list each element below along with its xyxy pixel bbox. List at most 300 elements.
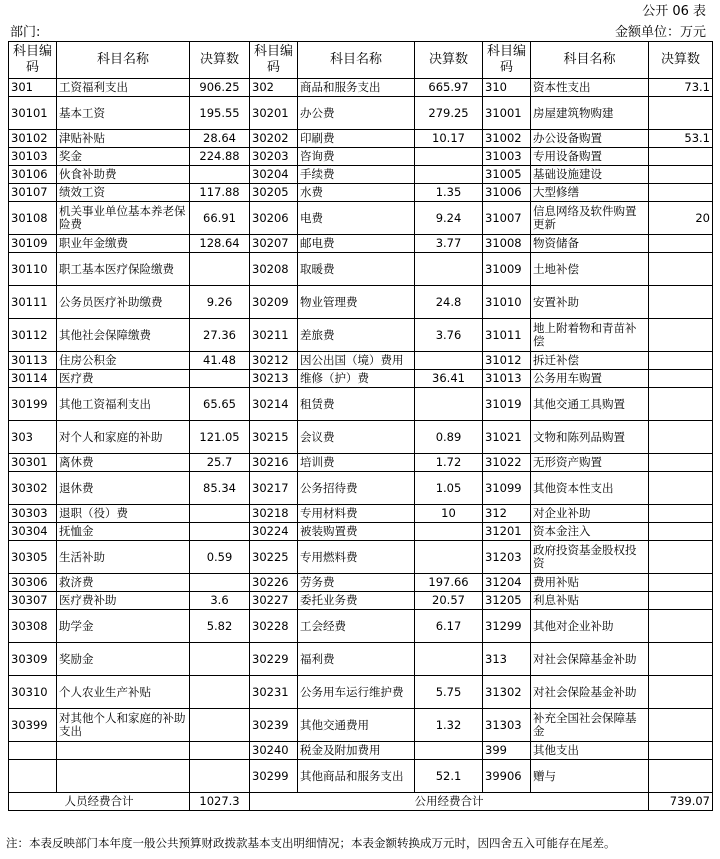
- final-amount: [415, 148, 483, 166]
- subject-name: 抚恤金: [57, 523, 190, 541]
- subject-name: 邮电费: [298, 235, 415, 253]
- final-amount: 53.1: [649, 130, 713, 148]
- subject-name: 因公出国（境）费用: [298, 352, 415, 370]
- table-row: [9, 523, 713, 541]
- final-amount: 65.65: [190, 388, 250, 421]
- subject-name: 对社会保障基金补助: [531, 643, 649, 676]
- subject-code: 30240: [250, 742, 298, 760]
- subject-name: 职业年金缴费: [57, 235, 190, 253]
- final-amount: 10: [415, 505, 483, 523]
- subject-name: 商品和服务支出: [298, 79, 415, 97]
- subject-name: 公务用车购置: [531, 370, 649, 388]
- final-amount: 1.72: [415, 454, 483, 472]
- final-amount: [649, 148, 713, 166]
- subject-name: 工会经费: [298, 610, 415, 643]
- subject-name: 机关事业单位基本养老保险费: [57, 202, 190, 235]
- subject-code: 31012: [483, 352, 531, 370]
- subject-name: 被装购置费: [298, 523, 415, 541]
- subject-name: 其他工资福利支出: [57, 388, 190, 421]
- subject-name: 地上附着物和青苗补偿: [531, 319, 649, 352]
- subject-name: 对其他个人和家庭的补助支出: [57, 709, 190, 742]
- subject-code: 30109: [9, 235, 57, 253]
- final-amount: [649, 421, 713, 454]
- subject-code: 30206: [250, 202, 298, 235]
- final-amount: [190, 370, 250, 388]
- subject-name: 住房公积金: [57, 352, 190, 370]
- subject-code: 30302: [9, 472, 57, 505]
- final-amount: [190, 676, 250, 709]
- subject-code: 30207: [250, 235, 298, 253]
- subject-name: 维修（护）费: [298, 370, 415, 388]
- subject-code: 39906: [483, 760, 531, 793]
- final-amount: [190, 505, 250, 523]
- final-amount: [649, 319, 713, 352]
- final-amount: 906.25: [190, 79, 250, 97]
- subject-code: 30225: [250, 541, 298, 574]
- final-amount: [649, 253, 713, 286]
- final-amount: 5.75: [415, 676, 483, 709]
- final-amount: 20: [649, 202, 713, 235]
- column-header-name: 科目名称: [57, 42, 190, 79]
- subject-name: 退职（役）费: [57, 505, 190, 523]
- subject-code: 30211: [250, 319, 298, 352]
- subject-name: 公务招待费: [298, 472, 415, 505]
- subject-code: 30227: [250, 592, 298, 610]
- final-amount: [190, 574, 250, 592]
- subject-name: 公务员医疗补助缴费: [57, 286, 190, 319]
- subject-code: 30102: [9, 130, 57, 148]
- final-amount: [190, 643, 250, 676]
- table-row: [9, 505, 713, 523]
- subject-name: 退休费: [57, 472, 190, 505]
- column-header-name: 科目名称: [531, 42, 649, 79]
- final-amount: 121.05: [190, 421, 250, 454]
- subject-code: 30215: [250, 421, 298, 454]
- final-amount: 6.17: [415, 610, 483, 643]
- personnel-total-value: 1027.3: [190, 793, 250, 811]
- final-amount: [649, 541, 713, 574]
- subject-code: 30114: [9, 370, 57, 388]
- amount-unit-label: 金额单位：万元: [614, 25, 706, 40]
- subject-code: 30112: [9, 319, 57, 352]
- final-amount: 3.6: [190, 592, 250, 610]
- final-amount: [649, 742, 713, 760]
- subject-name: 安置补助: [531, 286, 649, 319]
- subject-name: 公务用车运行维护费: [298, 676, 415, 709]
- final-amount: [649, 472, 713, 505]
- subject-code: 31013: [483, 370, 531, 388]
- subject-name: 培训费: [298, 454, 415, 472]
- final-amount: [415, 253, 483, 286]
- subject-code: 31021: [483, 421, 531, 454]
- table-row: [9, 79, 713, 97]
- subject-code: 30216: [250, 454, 298, 472]
- subject-code: 31299: [483, 610, 531, 643]
- subject-code: 31001: [483, 97, 531, 130]
- subject-name: 利息补贴: [531, 592, 649, 610]
- final-amount: [415, 742, 483, 760]
- final-amount: [649, 370, 713, 388]
- table-row: [9, 319, 713, 352]
- form-number: 公开 06 表: [642, 4, 706, 19]
- final-amount: [190, 523, 250, 541]
- final-amount: [190, 709, 250, 742]
- subject-name: 房屋建筑物购建: [531, 97, 649, 130]
- subject-name: 救济费: [57, 574, 190, 592]
- subject-code: 30308: [9, 610, 57, 643]
- subject-name: 其他对企业补助: [531, 610, 649, 643]
- subject-name: 福利费: [298, 643, 415, 676]
- public-total-label: 公用经费合计: [250, 793, 649, 811]
- final-amount: 0.89: [415, 421, 483, 454]
- final-amount: [649, 676, 713, 709]
- final-amount: 24.8: [415, 286, 483, 319]
- column-header-amount: 决算数: [649, 42, 713, 79]
- subject-name: 会议费: [298, 421, 415, 454]
- subject-name: 电费: [298, 202, 415, 235]
- subject-name: 职工基本医疗保险缴费: [57, 253, 190, 286]
- subject-code: 30205: [250, 184, 298, 202]
- final-amount: 20.57: [415, 592, 483, 610]
- subject-code: 30108: [9, 202, 57, 235]
- subject-code: 31302: [483, 676, 531, 709]
- final-amount: [649, 505, 713, 523]
- subject-name: 奖金: [57, 148, 190, 166]
- subject-code: [9, 742, 57, 760]
- subject-name: 伙食补助费: [57, 166, 190, 184]
- subject-name: [57, 760, 190, 793]
- subject-name: 文物和陈列品购置: [531, 421, 649, 454]
- subject-name: 补充全国社会保障基金: [531, 709, 649, 742]
- subject-code: 30309: [9, 643, 57, 676]
- subject-code: 30229: [250, 643, 298, 676]
- table-row: [9, 421, 713, 454]
- final-amount: 52.1: [415, 760, 483, 793]
- subject-code: 30310: [9, 676, 57, 709]
- table-row: [9, 253, 713, 286]
- final-amount: [649, 610, 713, 643]
- subject-name: 取暖费: [298, 253, 415, 286]
- subject-name: 资本性支出: [531, 79, 649, 97]
- totals-row: [9, 793, 713, 811]
- final-amount: 28.64: [190, 130, 250, 148]
- subject-code: 30231: [250, 676, 298, 709]
- subject-code: 30224: [250, 523, 298, 541]
- subject-name: 赠与: [531, 760, 649, 793]
- table-row: [9, 388, 713, 421]
- final-amount: 9.26: [190, 286, 250, 319]
- final-amount: 73.1: [649, 79, 713, 97]
- subject-name: 水费: [298, 184, 415, 202]
- subject-name: 基础设施建设: [531, 166, 649, 184]
- final-amount: [649, 286, 713, 319]
- subject-code: 313: [483, 643, 531, 676]
- final-amount: 9.24: [415, 202, 483, 235]
- subject-name: 其他社会保障缴费: [57, 319, 190, 352]
- subject-name: 生活补助: [57, 541, 190, 574]
- subject-name: [57, 742, 190, 760]
- subject-code: 31201: [483, 523, 531, 541]
- table-row: [9, 709, 713, 742]
- final-amount: 1.05: [415, 472, 483, 505]
- subject-code: 31099: [483, 472, 531, 505]
- column-header-code: 科目编码: [483, 42, 531, 79]
- subject-code: 30226: [250, 574, 298, 592]
- subject-name: 无形资产购置: [531, 454, 649, 472]
- final-amount: 25.7: [190, 454, 250, 472]
- expenditure-detail-table: [8, 41, 713, 811]
- subject-name: 助学金: [57, 610, 190, 643]
- subject-name: 费用补贴: [531, 574, 649, 592]
- subject-name: 基本工资: [57, 97, 190, 130]
- final-amount: [649, 166, 713, 184]
- final-amount: [415, 523, 483, 541]
- subject-code: 31003: [483, 148, 531, 166]
- subject-name: 政府投资基金股权投资: [531, 541, 649, 574]
- final-amount: [649, 454, 713, 472]
- subject-name: 土地补偿: [531, 253, 649, 286]
- subject-code: 30299: [250, 760, 298, 793]
- final-amount: [415, 541, 483, 574]
- department-label: 部门:: [10, 25, 41, 40]
- final-amount: 3.76: [415, 319, 483, 352]
- final-amount: 279.25: [415, 97, 483, 130]
- subject-name: 税金及附加费用: [298, 742, 415, 760]
- final-amount: 27.36: [190, 319, 250, 352]
- subject-name: 专用设备购置: [531, 148, 649, 166]
- subject-code: 30304: [9, 523, 57, 541]
- subject-name: 拆迁补偿: [531, 352, 649, 370]
- table-row: [9, 97, 713, 130]
- subject-name: 医疗费: [57, 370, 190, 388]
- subject-name: 其他交通费用: [298, 709, 415, 742]
- subject-code: 31006: [483, 184, 531, 202]
- subject-code: 30307: [9, 592, 57, 610]
- subject-code: 30218: [250, 505, 298, 523]
- subject-code: 30306: [9, 574, 57, 592]
- subject-code: 30399: [9, 709, 57, 742]
- subject-name: 委托业务费: [298, 592, 415, 610]
- final-amount: [190, 166, 250, 184]
- table-row: [9, 742, 713, 760]
- subject-code: 31008: [483, 235, 531, 253]
- column-header-name: 科目名称: [298, 42, 415, 79]
- subject-code: [9, 760, 57, 793]
- final-amount: [649, 592, 713, 610]
- subject-code: 30199: [9, 388, 57, 421]
- final-amount: [649, 574, 713, 592]
- final-amount: [190, 253, 250, 286]
- subject-code: 30301: [9, 454, 57, 472]
- table-body: [9, 79, 713, 793]
- subject-code: 30204: [250, 166, 298, 184]
- subject-code: 30228: [250, 610, 298, 643]
- table-header-row: [9, 42, 713, 79]
- final-amount: 197.66: [415, 574, 483, 592]
- column-header-amount: 决算数: [415, 42, 483, 79]
- subject-code: 30239: [250, 709, 298, 742]
- table-row: [9, 202, 713, 235]
- subject-name: 其他资本性支出: [531, 472, 649, 505]
- subject-code: 30101: [9, 97, 57, 130]
- subject-code: 31007: [483, 202, 531, 235]
- table-row: [9, 592, 713, 610]
- subject-code: 30107: [9, 184, 57, 202]
- final-amount: 5.82: [190, 610, 250, 643]
- table-row: [9, 235, 713, 253]
- subject-code: 31204: [483, 574, 531, 592]
- subject-code: 31203: [483, 541, 531, 574]
- column-header-code: 科目编码: [250, 42, 298, 79]
- final-amount: [649, 235, 713, 253]
- final-amount: 117.88: [190, 184, 250, 202]
- subject-code: 301: [9, 79, 57, 97]
- table-row: [9, 574, 713, 592]
- table-row: [9, 184, 713, 202]
- subject-name: 劳务费: [298, 574, 415, 592]
- subject-name: 差旅费: [298, 319, 415, 352]
- subject-name: 其他交通工具购置: [531, 388, 649, 421]
- final-amount: [649, 523, 713, 541]
- subject-code: 302: [250, 79, 298, 97]
- subject-name: 印刷费: [298, 130, 415, 148]
- subject-name: 医疗费补助: [57, 592, 190, 610]
- table-row: [9, 472, 713, 505]
- subject-code: 31019: [483, 388, 531, 421]
- final-amount: [649, 388, 713, 421]
- subject-code: 30305: [9, 541, 57, 574]
- subject-code: 310: [483, 79, 531, 97]
- subject-name: 手续费: [298, 166, 415, 184]
- subject-code: 31022: [483, 454, 531, 472]
- subject-name: 专用材料费: [298, 505, 415, 523]
- subject-code: 31009: [483, 253, 531, 286]
- final-amount: [649, 97, 713, 130]
- table-row: [9, 130, 713, 148]
- subject-code: 30201: [250, 97, 298, 130]
- final-amount: [415, 643, 483, 676]
- final-amount: 0.59: [190, 541, 250, 574]
- final-amount: [649, 184, 713, 202]
- subject-code: 30213: [250, 370, 298, 388]
- final-amount: 66.91: [190, 202, 250, 235]
- final-amount: [649, 760, 713, 793]
- table-note: 注：本表反映部门本年度一般公共预算财政拨款基本支出明细情况；本表金额转换成万元时，因四舍五入可能存在尾差。: [6, 836, 616, 850]
- subject-name: 资本金注入: [531, 523, 649, 541]
- subject-name: 大型修缮: [531, 184, 649, 202]
- subject-name: 租赁费: [298, 388, 415, 421]
- final-amount: 224.88: [190, 148, 250, 166]
- final-amount: 10.17: [415, 130, 483, 148]
- subject-name: 办公设备购置: [531, 130, 649, 148]
- final-amount: 41.48: [190, 352, 250, 370]
- subject-code: 31010: [483, 286, 531, 319]
- final-amount: 85.34: [190, 472, 250, 505]
- table-row: [9, 454, 713, 472]
- final-amount: [415, 388, 483, 421]
- subject-code: 31011: [483, 319, 531, 352]
- subject-code: 31205: [483, 592, 531, 610]
- subject-name: 个人农业生产补贴: [57, 676, 190, 709]
- subject-name: 对个人和家庭的补助: [57, 421, 190, 454]
- subject-name: 办公费: [298, 97, 415, 130]
- table-row: [9, 166, 713, 184]
- subject-code: 31005: [483, 166, 531, 184]
- personnel-total-label: 人员经费合计: [9, 793, 190, 811]
- final-amount: [190, 760, 250, 793]
- table-row: [9, 643, 713, 676]
- table-row: [9, 352, 713, 370]
- subject-code: 30111: [9, 286, 57, 319]
- subject-name: 工资福利支出: [57, 79, 190, 97]
- table-row: [9, 148, 713, 166]
- subject-name: 专用燃料费: [298, 541, 415, 574]
- subject-name: 绩效工资: [57, 184, 190, 202]
- subject-code: 30212: [250, 352, 298, 370]
- table-row: [9, 760, 713, 793]
- column-header-code: 科目编码: [9, 42, 57, 79]
- subject-code: 303: [9, 421, 57, 454]
- subject-name: 其他商品和服务支出: [298, 760, 415, 793]
- subject-code: 30217: [250, 472, 298, 505]
- public-total-value: 739.07: [649, 793, 713, 811]
- final-amount: [415, 352, 483, 370]
- table-row: [9, 541, 713, 574]
- final-amount: 1.35: [415, 184, 483, 202]
- subject-code: 30106: [9, 166, 57, 184]
- subject-code: 30110: [9, 253, 57, 286]
- table-row: [9, 610, 713, 643]
- subject-name: 物资储备: [531, 235, 649, 253]
- final-amount: 36.41: [415, 370, 483, 388]
- column-header-amount: 决算数: [190, 42, 250, 79]
- subject-name: 其他支出: [531, 742, 649, 760]
- final-amount: 3.77: [415, 235, 483, 253]
- subject-name: 信息网络及软件购置更新: [531, 202, 649, 235]
- subject-code: 30103: [9, 148, 57, 166]
- subject-code: 399: [483, 742, 531, 760]
- final-amount: [649, 709, 713, 742]
- final-amount: [649, 352, 713, 370]
- subject-code: 312: [483, 505, 531, 523]
- subject-name: 对企业补助: [531, 505, 649, 523]
- subject-code: 30208: [250, 253, 298, 286]
- subject-name: 津贴补贴: [57, 130, 190, 148]
- subject-code: 31303: [483, 709, 531, 742]
- subject-code: 30203: [250, 148, 298, 166]
- table-row: [9, 370, 713, 388]
- subject-code: 30202: [250, 130, 298, 148]
- final-amount: 128.64: [190, 235, 250, 253]
- subject-name: 对社会保险基金补助: [531, 676, 649, 709]
- table-row: [9, 286, 713, 319]
- subject-code: 30113: [9, 352, 57, 370]
- subject-name: 离休费: [57, 454, 190, 472]
- subject-code: 31002: [483, 130, 531, 148]
- subject-code: 30303: [9, 505, 57, 523]
- subject-name: 物业管理费: [298, 286, 415, 319]
- table-row: [9, 676, 713, 709]
- final-amount: 665.97: [415, 79, 483, 97]
- final-amount: [415, 166, 483, 184]
- final-amount: 195.55: [190, 97, 250, 130]
- final-amount: [649, 643, 713, 676]
- subject-name: 奖励金: [57, 643, 190, 676]
- subject-name: 咨询费: [298, 148, 415, 166]
- subject-code: 30214: [250, 388, 298, 421]
- final-amount: 1.32: [415, 709, 483, 742]
- final-amount: [190, 742, 250, 760]
